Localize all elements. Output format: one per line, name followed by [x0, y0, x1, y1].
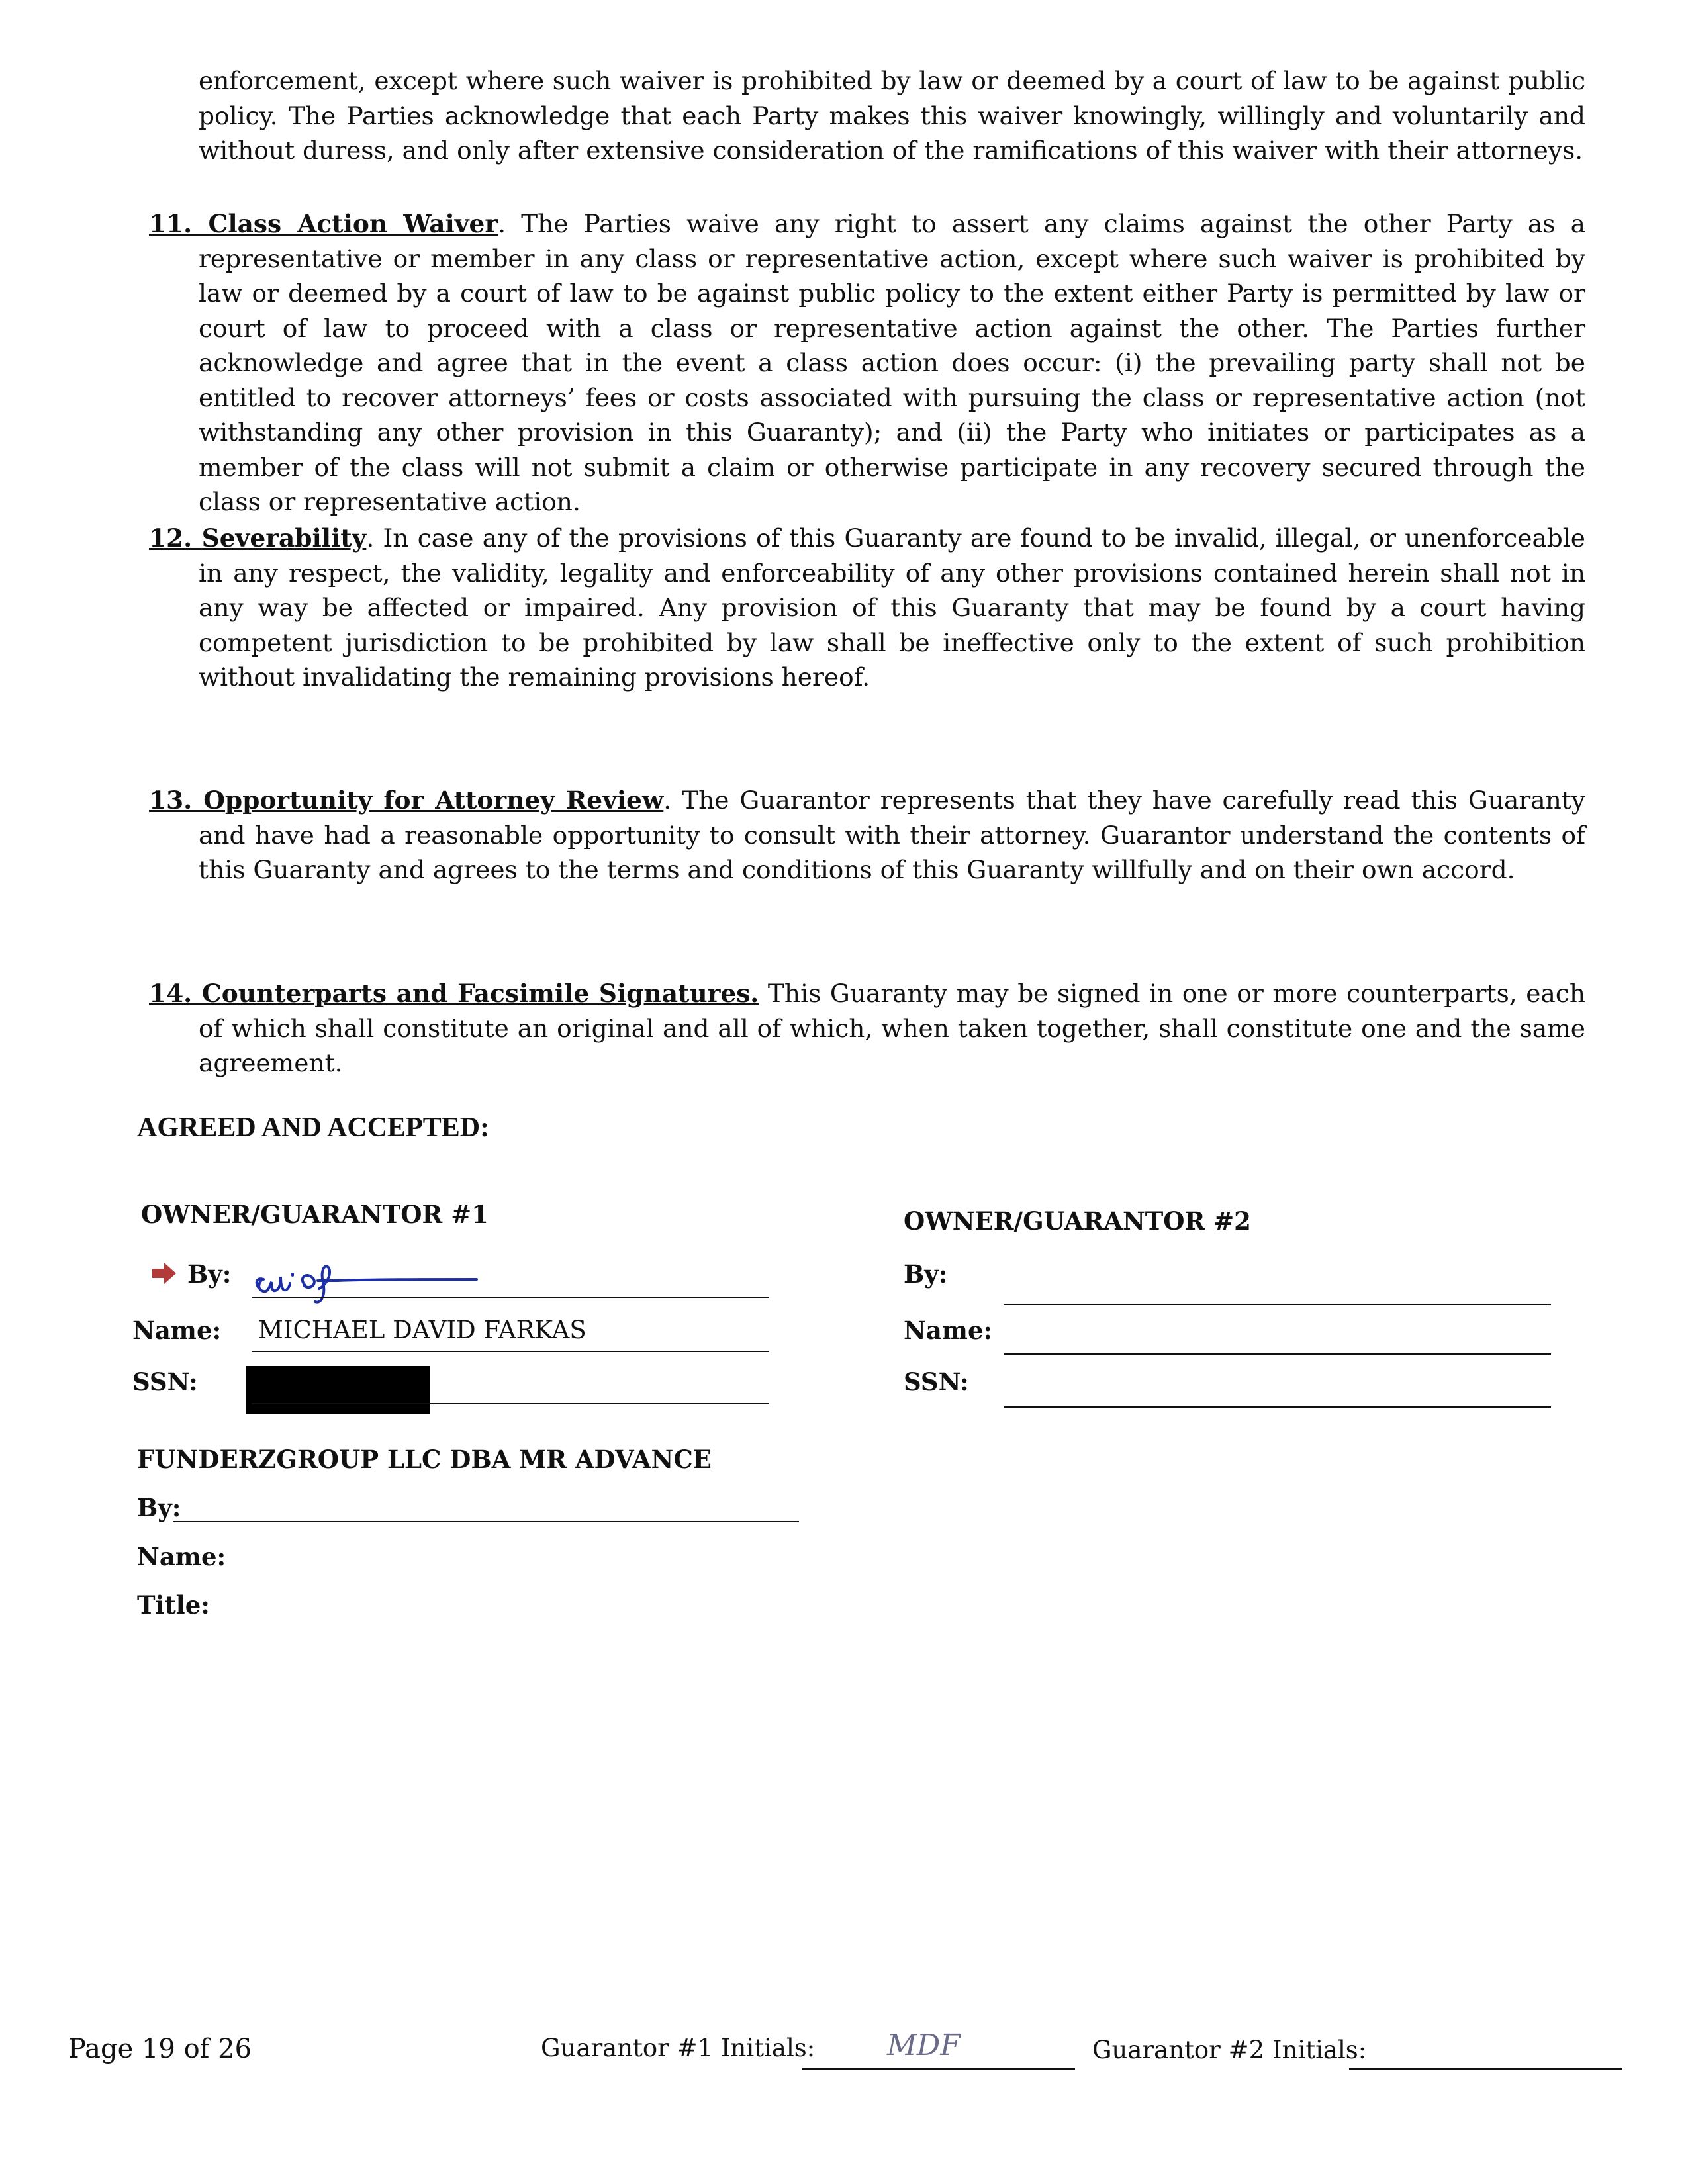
page-number: Page 19 of 26 [68, 2034, 252, 2064]
section-12-text: . In case any of the provisions of this Guaranty are found to be invalid, illegal, or unenforceable in any respect, the validity, legality and enforceability of any other provisions contained herein shall not in any way be affected or impaired. Any provision of this Guaranty that may be found by a court having competent jurisdiction to be prohibited by law shall be ineffective only to the extent of such prohibition without invalidating the remaining provisions hereof. [199, 523, 1585, 692]
guarantor1-ssn-line [252, 1403, 769, 1404]
guarantor1-name-line [252, 1351, 769, 1352]
agreed-heading: AGREED AND ACCEPTED: [137, 1113, 490, 1143]
section-13 [149, 783, 1585, 887]
guarantor1-name-value[interactable]: MICHAEL DAVID FARKAS [258, 1316, 586, 1344]
arrow-icon [151, 1261, 177, 1288]
guarantor1-by-label: By: [187, 1259, 232, 1289]
guarantor1-initials-label: Guarantor #1 Initials: [541, 2034, 816, 2062]
section-14 [149, 976, 1585, 1081]
guarantor2-by-label: By: [904, 1259, 948, 1289]
guarantor2-initials-line[interactable] [1349, 2068, 1622, 2070]
guarantor2-name-line[interactable] [1004, 1353, 1551, 1355]
guarantor2-initials-label: Guarantor #2 Initials: [1092, 2036, 1367, 2064]
guarantor1-ssn-label: SSN: [132, 1367, 198, 1396]
guarantor2-ssn-line[interactable] [1004, 1406, 1551, 1408]
guarantor2-name-label: Name: [904, 1316, 993, 1345]
guarantor2-title: OWNER/GUARANTOR #2 [904, 1206, 1251, 1236]
company-title: FUNDERZGROUP LLC DBA MR ADVANCE [137, 1445, 712, 1474]
guarantor1-initials-line [802, 2068, 1075, 2070]
guarantor1-initials-text: MDF [887, 2028, 961, 2062]
guarantor1-by-line [252, 1297, 769, 1298]
company-title-label: Title: [137, 1590, 210, 1619]
continuation-text: enforcement, except where such waiver is prohibited by law or deemed by a court of law to be against public policy. The Parties acknowledge that each Party makes this waiver knowingly, willingly and voluntarily and without duress, and only after extensive consideration of the ramifications of this waiver with their attorneys. [199, 66, 1585, 165]
guarantor1-signature[interactable] [252, 1254, 490, 1310]
company-by-label: By: [137, 1493, 181, 1522]
company-name-label: Name: [137, 1542, 226, 1571]
guarantor1-initials[interactable] [884, 2025, 1009, 2068]
section-14-heading: 14. Counterparts and Facsimile Signatures. [149, 979, 759, 1008]
section-13-heading: 13. Opportunity for Attorney Review [149, 786, 664, 815]
ssn-redaction-box [246, 1366, 430, 1414]
section-14-text: This Guaranty may be signed in one or more counterparts, each of which shall constitute an original and all of which, when taken together, shall constitute one and the same agreement. [199, 979, 1585, 1077]
section-11 [149, 206, 1585, 520]
continuation-paragraph [199, 64, 1585, 168]
section-12 [149, 521, 1585, 695]
section-13-text: . The Guarantor represents that they have carefully read this Guaranty and have had a reasonable opportunity to consult with their attorney. Guarantor understand the contents of this Guaranty and agrees to the terms and conditions of this Guaranty willfully and on their own accord. [199, 786, 1585, 884]
section-11-heading: 11. Class Action Waiver [149, 209, 498, 238]
guarantor1-title: OWNER/GUARANTOR #1 [141, 1200, 489, 1229]
guarantor2-by-line[interactable] [1004, 1304, 1551, 1305]
guarantor1-name-label: Name: [132, 1316, 222, 1345]
section-12-heading: 12. Severability [149, 523, 367, 553]
guarantor2-ssn-label: SSN: [904, 1367, 969, 1396]
company-by-line[interactable] [173, 1521, 799, 1522]
section-11-text: . The Parties waive any right to assert any claims against the other Party as a representative or member in any class or representative action, except where such waiver is prohibited by law or deemed by a court of law to be against public policy to the extent either Party is permitted by law or court of law to proceed with a class or representative action against the other. The Parties further acknowledge and agree that in the event a class action does occur: (i) the prevailing party shall not be entitled to recover attorneys’ fees or costs associated with pursuing the class or representative action (not withstanding any other provision in this Guaranty); and (ii) the Party who initiates or participates as a member of the class will not submit a claim or otherwise participate in any recovery secured through the class or representative action. [199, 209, 1585, 516]
